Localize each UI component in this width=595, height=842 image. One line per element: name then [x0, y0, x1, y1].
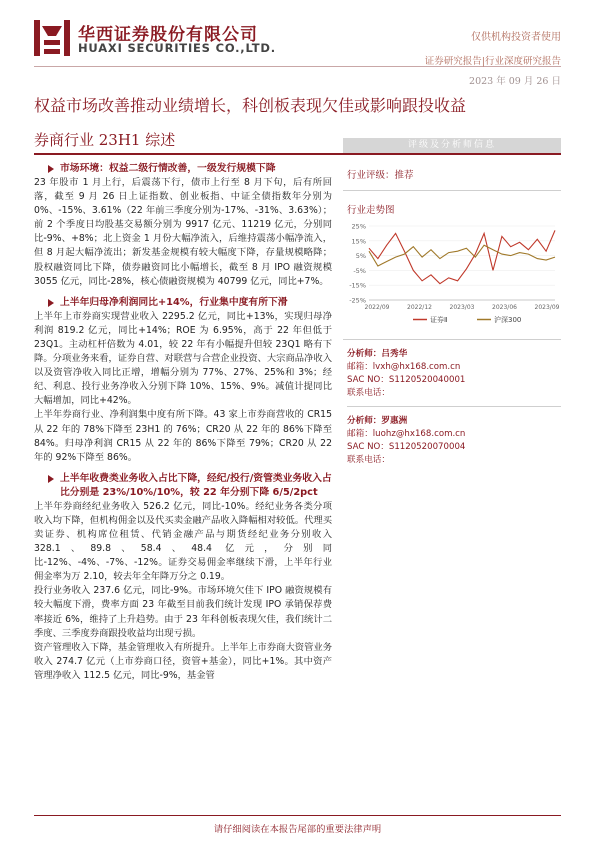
bullet-arrow-icon [48, 165, 54, 173]
audience-notice: 仅供机构投资者使用 [471, 32, 561, 43]
x-tick-label: 2022/12 [407, 304, 432, 311]
y-tick-label: 15% [351, 237, 366, 246]
paragraph: 投行业务收入 237.6 亿元，同比-9%。市场环境欠佳下 IPO 融资规模有较大幅度下滑，费率方面 23 年截至目前我们统计发现 IPO 承销保荐费率接近 6%，维持了上升趋势。由于 23 年科创板表现欠佳，我们统计二季度、三季度券商跟投收益均出现亏损。 [34, 585, 332, 639]
y-tick-label: 25% [351, 222, 366, 231]
paragraph: 上半年上市券商实现营业收入 2295.2 亿元，同比+13%，实现归母净利润 819.2 亿元，同比+14%；ROE 为 6.95%，高于 22 年但低于 23Q1。主动杠杆倍数为 4.01，较 22 年有小幅提升但较 23Q1 略有下降。分项业务来看，证券自营、对联营与合营企业投资、大宗商品净收入以及资管净收入同比正增，增幅分别为 77%、27%、25%和 3%；经纪、利息、投行业务净收入分别下降 10%、15%、9%。减值计提同比大幅增加，同比+42%。 [34, 310, 332, 407]
report-date: 2023 年 09 月 26 日 [469, 76, 561, 87]
x-tick-label: 2023/09 [534, 304, 560, 311]
y-tick-label: -25% [349, 296, 366, 305]
y-tick-label: -5% [353, 266, 366, 275]
section-heading: 上半年收费类业务收入占比下降，经纪/投行/资管类业务收入占比分别是 23%/10%/10%，较 22 年分别下降 6/5/2pct [60, 472, 332, 498]
report-subtitle: 券商行业 23H1 综述 [34, 131, 176, 149]
analyst-sac: SAC NO：S1120520070004 [347, 442, 466, 452]
section-heading: 上半年归母净利润同比+14%，行业集中度有所下滑 [60, 296, 288, 308]
analyst-name: 分析师：罗惠洲 [347, 416, 408, 426]
footer-disclaimer: 请仔细阅读在本报告尾部的重要法律声明 [213, 824, 382, 835]
analyst-phone: 联系电话： [347, 455, 390, 465]
y-tick-label: -15% [349, 281, 366, 290]
industry-rating: 行业评级：推荐 [347, 170, 414, 181]
analyst-divider [347, 406, 561, 407]
sidebar [343, 138, 561, 467]
report-body [34, 162, 332, 690]
sidebar-divider [343, 190, 561, 191]
company-name-cn: 华西证券股份有限公司 [78, 25, 258, 45]
analyst-info [343, 348, 561, 407]
section-market-environment [34, 162, 332, 289]
legend-label: 沪深300 [494, 316, 522, 324]
analyst-phone: 联系电话： [347, 388, 390, 398]
report-title: 权益市场改善推动业绩增长，科创板表现欠佳或影响跟投收益 [34, 96, 467, 115]
paragraph: 资产管理收入下降，基金管理收入有所提升。上半年上市券商大资管业务收入 274.7 亿元（上市券商口径，资管+基金），同比+1%。其中资产管理净收入 112.5 亿元，同比-9%，基金管 [34, 641, 332, 681]
analyst-email[interactable]: 邮箱：lvxh@hx168.com.cn [347, 362, 461, 372]
bullet-arrow-icon [48, 299, 54, 307]
x-tick-label: 2023/03 [449, 304, 475, 311]
footer-divider [34, 815, 561, 816]
analyst-info [343, 415, 561, 467]
section-fee-business [34, 472, 332, 683]
trend-chart [343, 220, 561, 330]
report-type: 证券研究报告|行业深度研究报告 [424, 56, 561, 67]
company-logo-icon [34, 20, 70, 56]
sidebar-divider [343, 339, 561, 340]
bullet-arrow-icon [48, 475, 54, 483]
section-heading: 市场环境：权益二级行情改善，一级发行规模下降 [60, 163, 276, 174]
section-profit [34, 296, 332, 465]
sidebar-box-title: 评级及分析师信息 [343, 138, 561, 153]
trend-chart-title: 行业走势图 [347, 205, 395, 216]
analyst-sac: SAC NO：S1120520040001 [347, 375, 466, 385]
x-tick-label: 2023/06 [492, 304, 517, 311]
paragraph: 上半年券商行业、净利润集中度有所下降。43 家上市券商营收的 CR15 从 22 年的 78%下降至 23H1 的 76%；CR20 从 22 年的 86%下降至 84%。归母净利润 CR15 从 22 年的 86%下降至 79%；CR20 从 22 年的 92%下降至 86%。 [34, 409, 332, 463]
y-tick-label: 5% [355, 252, 366, 261]
company-name-en: HUAXI SECURITIES CO.,LTD. [78, 41, 276, 55]
legend-label: 证券Ⅱ [430, 316, 448, 324]
x-tick-label: 2022/09 [364, 304, 390, 311]
paragraph: 23 年股市 1 月上行，后震荡下行，债市上行至 8 月下旬，后有所回落，截至 9 月 26 日上证指数、创业板指、中证全债指数年分别为 0%、-15%、3.61%（22 年前三季度分别为-17%、-31%、3.63%）；前 2 个季度日均股基交易额分别为 9917 亿元、11219 亿元，分别同比-9%、+8%；北上资金 1 月份大幅净流入，后维持震荡小幅净流入，但 8 月起大幅净流出；新发基金规模有较大幅度下降，存量规模略降；股权融资同比下降，债券融资同比小幅增长，截至 8 月 IPO 融资规模 3055 亿元，同比-28%，核心债融资规模为 40799 亿元，同比+7%。 [34, 177, 332, 287]
analyst-name: 分析师：吕秀华 [347, 349, 408, 359]
analyst-email[interactable]: 邮箱：luohz@hx168.com.cn [347, 429, 466, 439]
paragraph: 上半年券商经纪业务收入 526.2 亿元，同比-10%。经纪业务各类分项收入均下降，但机构佣金以及代买卖金融产品收入降幅相对较低。代理买卖证券、机构席位租赁、代销金融产品与期货经纪业务分别收入 328.1、89.8、58.4、48.4 亿元，分别同比-12%、-4%、-7%、-12%。证券交易佣金率继续下滑，上半年行业佣金率为万 2.10，较去年全年降万分之 0.19。 [34, 500, 332, 583]
